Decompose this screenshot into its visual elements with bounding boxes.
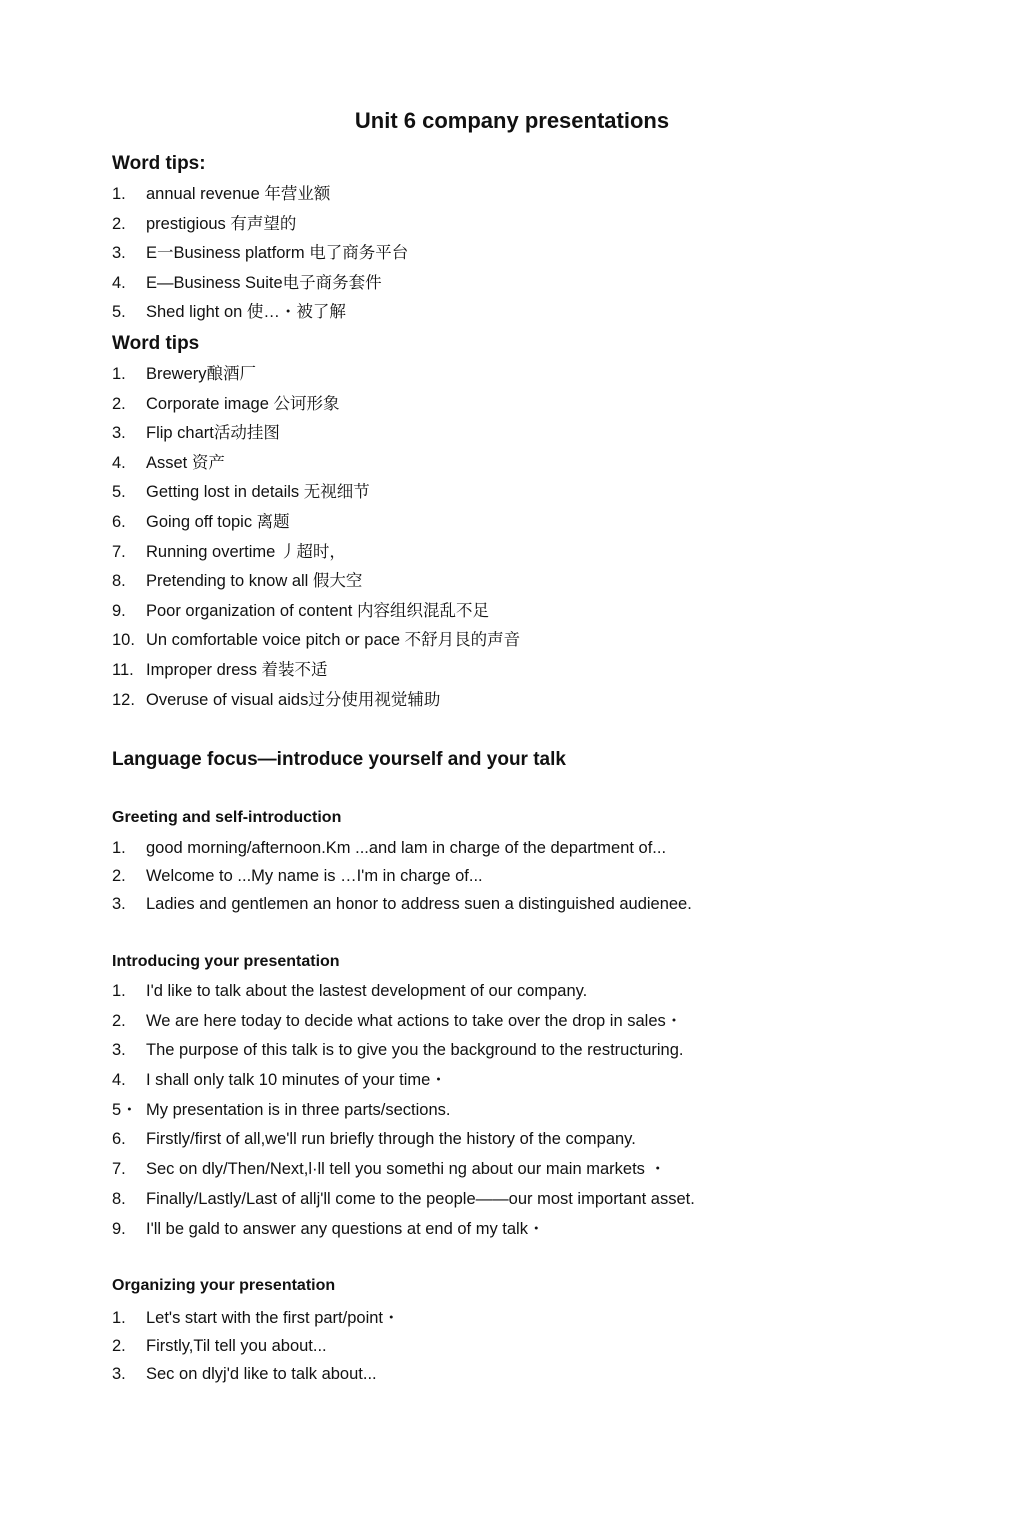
item-number: 9. xyxy=(112,601,126,620)
list-item xyxy=(112,538,520,568)
word-tips-list-1 xyxy=(112,180,408,328)
item-text: Ladies and gentlemen an honor to address suen a distinguished audienee. xyxy=(146,895,692,914)
list-item xyxy=(112,478,520,508)
list-item xyxy=(112,1007,695,1037)
organizing-list xyxy=(112,1304,400,1389)
item-text: Pretending to know all 假大空 xyxy=(146,572,363,591)
item-text: Poor organization of content 内容组织混乱不足 xyxy=(146,601,489,620)
list-item xyxy=(112,567,520,597)
item-text: Sec on dlyj'd like to talk about... xyxy=(146,1365,377,1384)
item-text: Firstly,Til tell you about... xyxy=(146,1337,327,1356)
item-text: Running overtime 丿超时， xyxy=(146,542,346,561)
list-item xyxy=(112,298,408,328)
list-item xyxy=(112,419,520,449)
item-number: 2. xyxy=(112,1337,126,1356)
item-text: annual revenue 年营业额 xyxy=(146,185,331,203)
item-text: My presentation is in three parts/sections. xyxy=(146,1100,451,1119)
list-item xyxy=(112,1125,695,1155)
list-item xyxy=(112,449,520,479)
word-tips-list-2 xyxy=(112,360,520,715)
list-item xyxy=(112,597,520,627)
item-text: Sec on dly/Then/Next,l·ll tell you somethi ng about our main markets ・ xyxy=(146,1160,666,1179)
item-number: 8. xyxy=(112,572,126,591)
item-text: Improper dress 着装不适 xyxy=(146,660,328,679)
item-number: 2. xyxy=(112,214,126,233)
word-tips-heading-1: Word tips: xyxy=(112,153,206,174)
item-number: 3. xyxy=(112,1365,126,1384)
item-text: Corporate image 公诃形象 xyxy=(146,394,340,413)
list-item xyxy=(112,1332,400,1360)
item-text: Getting lost in details 无视细节 xyxy=(146,483,370,502)
item-text: good morning/afternoon.Km ...and lam in charge of the department of... xyxy=(146,839,667,857)
item-text: Shed light on 使…・被了解 xyxy=(146,303,346,322)
list-item xyxy=(112,239,408,269)
item-text: I'll be gald to answer any questions at end of my talk・ xyxy=(146,1219,545,1238)
item-number: 1. xyxy=(112,982,126,1000)
item-text: I'd like to talk about the lastest development of our company. xyxy=(146,982,588,1000)
list-item xyxy=(112,269,408,299)
item-text: E—Business Suite电子商务套件 xyxy=(146,273,382,292)
item-number: 10. xyxy=(112,631,135,650)
item-number: 8. xyxy=(112,1189,126,1208)
item-number: 3. xyxy=(112,424,126,443)
item-text: Flip chart活动挂图 xyxy=(146,424,280,443)
item-text: Un comfortable voice pitch or pace 不舒月艮的声音 xyxy=(146,631,521,650)
item-number: 3. xyxy=(112,244,126,263)
item-number: 1. xyxy=(112,839,126,857)
item-number: 9. xyxy=(112,1219,126,1238)
word-tips-heading-2: Word tips xyxy=(112,333,200,354)
list-item xyxy=(112,180,408,210)
item-text: Brewery酿酒厂 xyxy=(146,365,257,383)
item-number: 6. xyxy=(112,512,126,531)
item-number: 6. xyxy=(112,1130,126,1149)
greeting-list xyxy=(112,834,692,919)
list-item xyxy=(112,686,520,716)
item-text: Finally/Lastly/Last of allj'll come to the people——our most important asset. xyxy=(146,1189,695,1208)
item-text: Going off topic 离题 xyxy=(146,512,290,531)
list-item xyxy=(112,360,520,390)
item-number: 1. xyxy=(112,365,126,383)
list-item xyxy=(112,508,520,538)
list-item xyxy=(112,1360,400,1388)
item-number: 4. xyxy=(112,1071,126,1090)
item-text: Overuse of visual aids过分使用视觉辅助 xyxy=(146,690,441,709)
list-item xyxy=(112,656,520,686)
item-text: Asset 资产 xyxy=(146,453,225,472)
list-item xyxy=(112,210,408,240)
list-item xyxy=(112,626,520,656)
item-number: 2. xyxy=(112,867,126,886)
list-item xyxy=(112,1155,695,1185)
organizing-heading: Organizing your presentation xyxy=(112,1277,336,1294)
list-item xyxy=(112,1185,695,1215)
item-number: 1. xyxy=(112,185,126,203)
list-item xyxy=(112,1036,695,1066)
list-item xyxy=(112,834,692,862)
list-item xyxy=(112,390,520,420)
item-number: 4. xyxy=(112,453,126,472)
introducing-list xyxy=(112,977,695,1244)
list-item xyxy=(112,890,692,918)
item-text: E一Business platform 电了商务平台 xyxy=(146,244,409,263)
item-number: 5. xyxy=(112,303,126,322)
item-number: 3. xyxy=(112,895,126,914)
list-item xyxy=(112,1066,695,1096)
item-text: Let's start with the first part/point・ xyxy=(146,1309,400,1327)
item-text: We are here today to decide what actions to take over the drop in sales・ xyxy=(146,1011,683,1030)
list-item xyxy=(112,977,695,1007)
item-text: prestigious 有声望的 xyxy=(146,214,297,233)
item-text: I shall only talk 10 minutes of your time・ xyxy=(146,1071,447,1090)
item-number: 12. xyxy=(112,690,135,709)
item-text: Welcome to ...My name is …I'm in charge of... xyxy=(146,867,483,886)
language-focus-heading: Language focus—introduce yourself and your talk xyxy=(112,749,566,770)
greeting-heading: Greeting and self-introduction xyxy=(112,809,342,826)
item-number: 11. xyxy=(112,660,134,679)
item-number: 7. xyxy=(112,1160,126,1179)
item-number: 5. xyxy=(112,483,126,502)
page-title: Unit 6 company presentations xyxy=(354,108,670,133)
introducing-heading: Introducing your presentation xyxy=(112,953,340,970)
item-text: The purpose of this talk is to give you the background to the restructuring. xyxy=(146,1041,684,1060)
item-number: 2. xyxy=(112,1011,126,1030)
item-number: 1. xyxy=(112,1309,126,1327)
list-item xyxy=(112,1215,695,1245)
item-number: 5・ xyxy=(112,1100,138,1119)
list-item xyxy=(112,1304,400,1332)
item-number: 2. xyxy=(112,394,126,413)
item-number: 3. xyxy=(112,1041,126,1060)
list-item xyxy=(112,1096,695,1126)
item-number: 7. xyxy=(112,542,126,561)
item-text: Firstly/first of all,we'll run briefly through the history of the company. xyxy=(146,1130,636,1149)
list-item xyxy=(112,862,692,890)
item-number: 4. xyxy=(112,273,126,292)
